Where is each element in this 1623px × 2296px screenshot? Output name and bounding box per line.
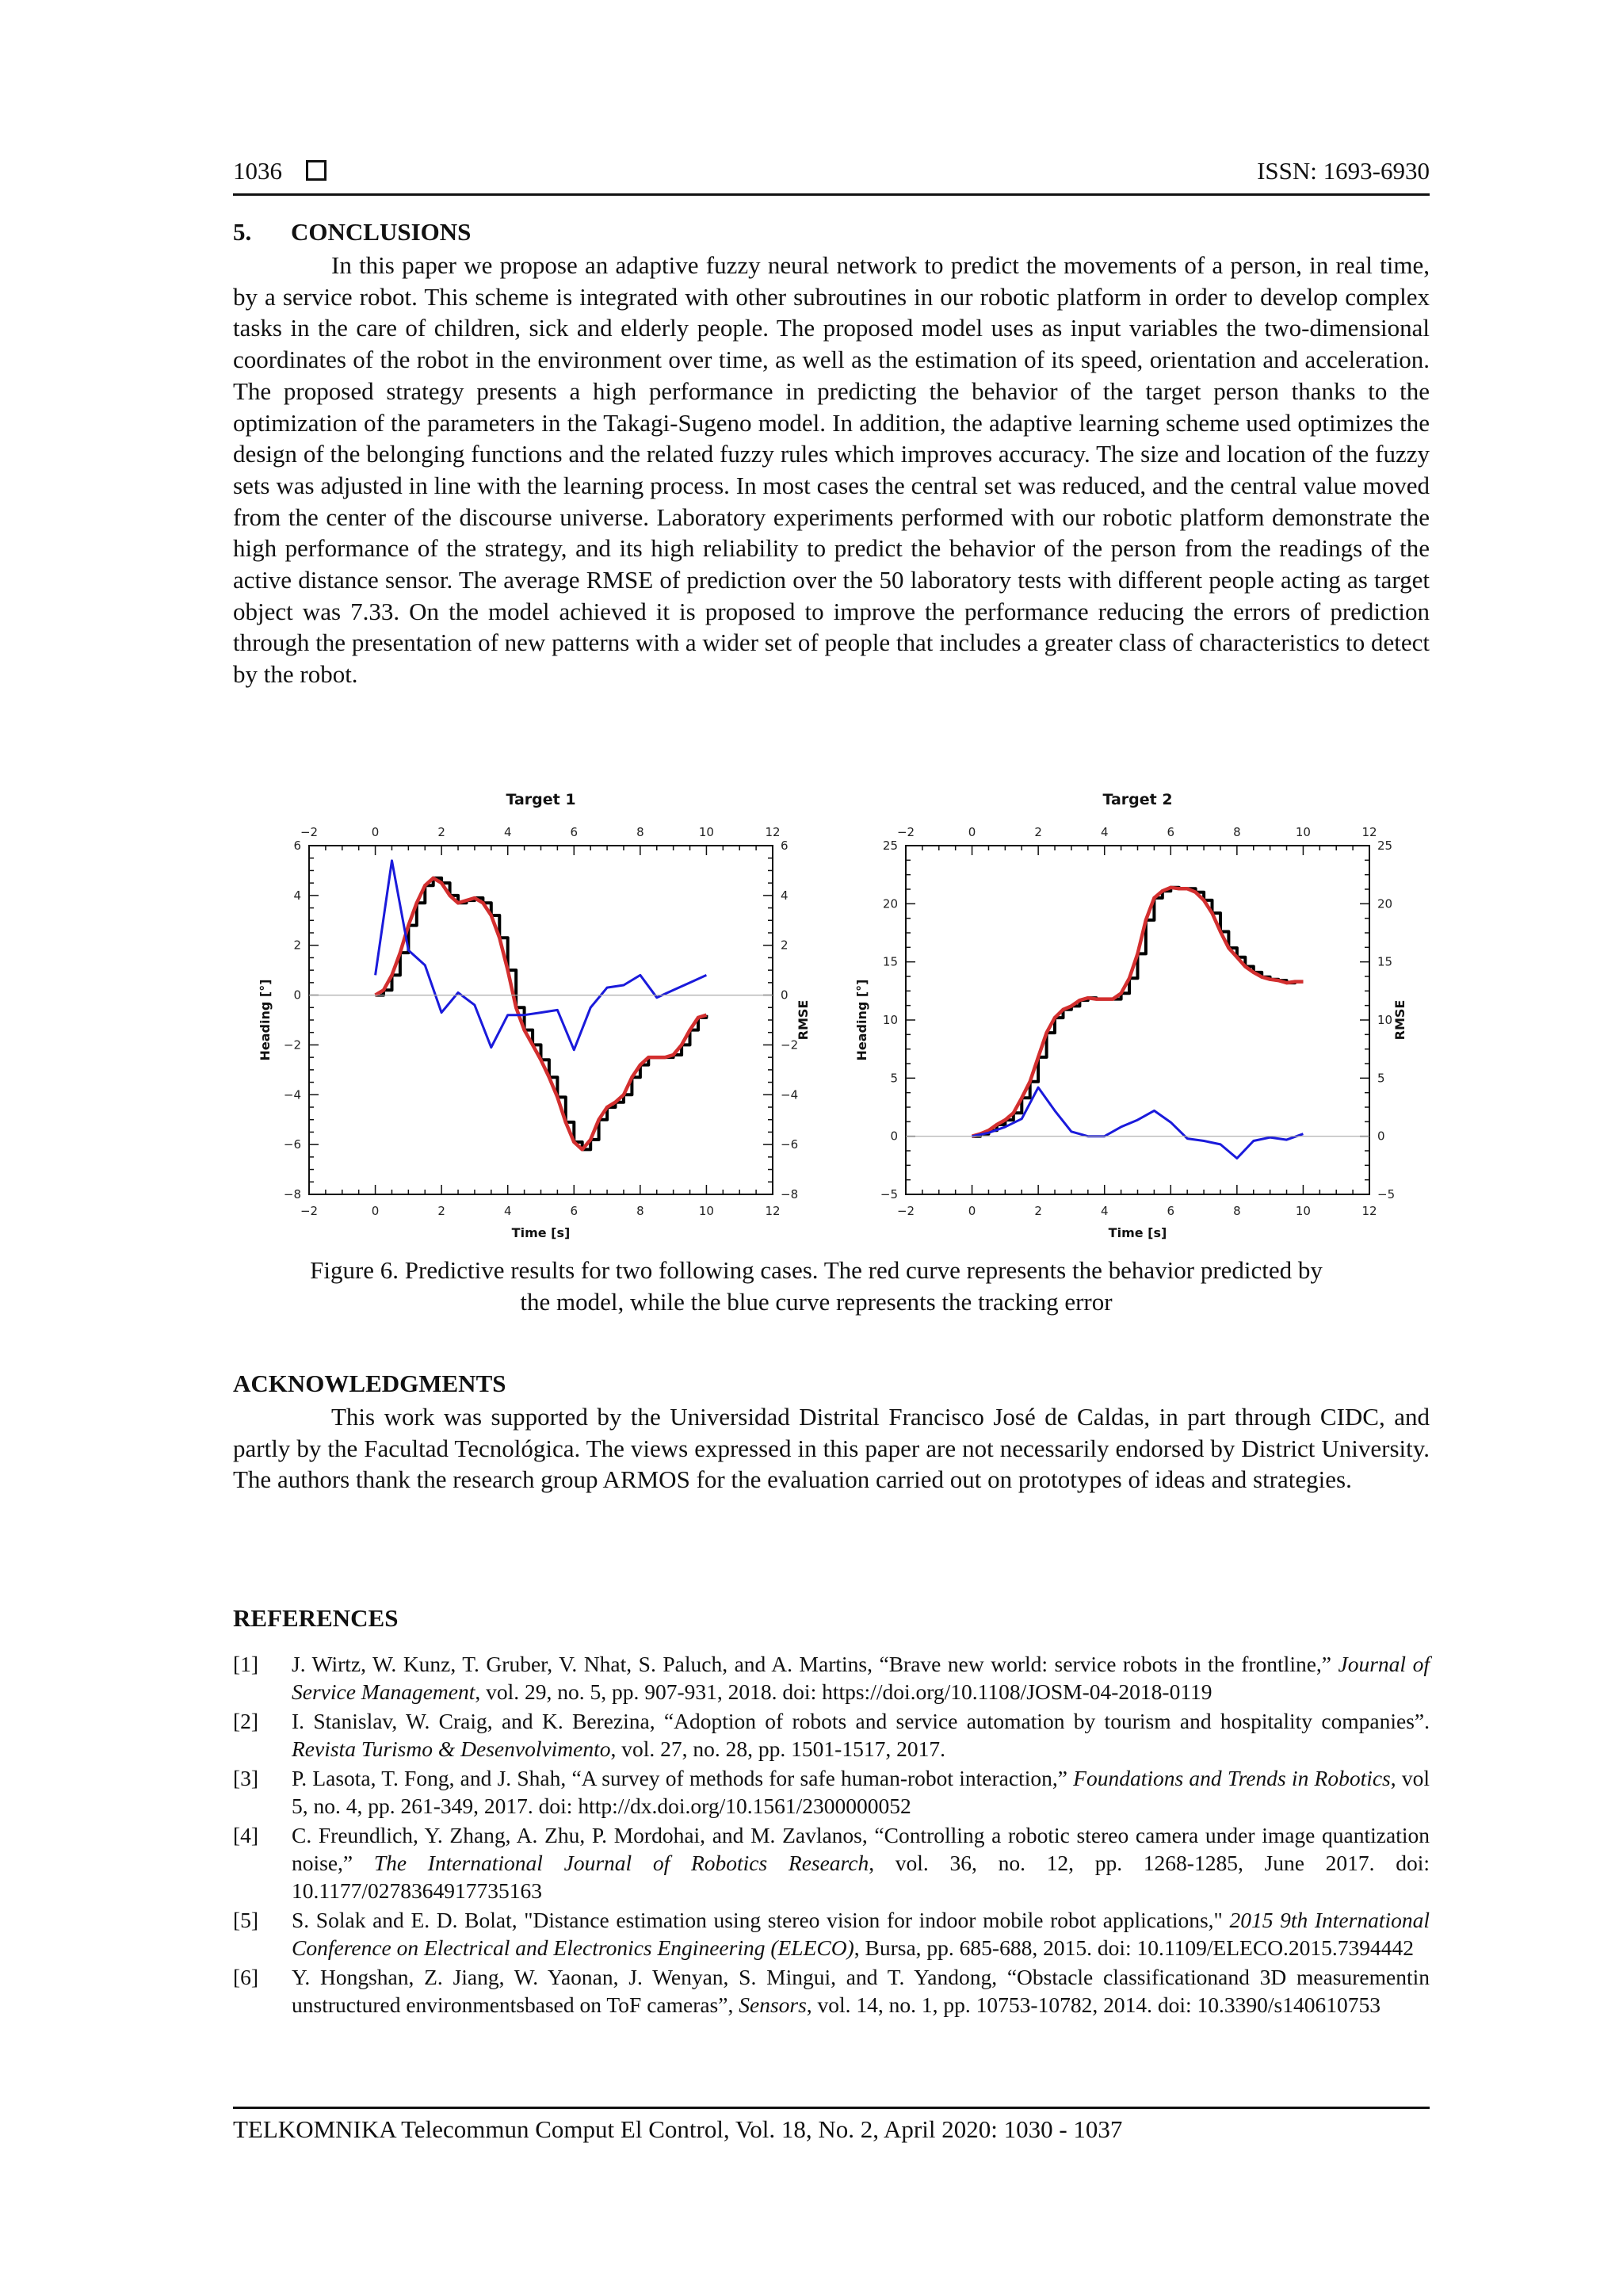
x-tick-label: 6 [570,1204,579,1218]
page-header [233,157,1430,196]
y-tick-label: −5 [880,1187,898,1201]
reference-details: , vol. 29, no. 5, pp. 907-931, 2018. doi: https://doi.org/10.1108/JOSM-04-2018-0119 [475,1679,1212,1704]
reference-text: S. Solak and E. D. Bolat, "Distance estimation using stereo vision for indoor mobile robot applications," [292,1908,1230,1932]
y-tick-label: 20 [1377,896,1393,911]
y-tick-label: 6 [293,839,301,853]
reference-details: , Bursa, pp. 685-688, 2015. doi: 10.1109/ELECO.2015.7394442 [854,1935,1415,1960]
reference-number: [6] [233,1965,259,1989]
reference-item [233,1906,1430,1962]
conclusions-heading [233,218,471,246]
y-tick-label: 10 [1377,1013,1393,1027]
y-tick-label: −4 [283,1087,301,1102]
y-tick-label: 0 [781,988,789,1003]
page-number: 1036 [233,157,282,185]
x-tick-label: 0 [968,825,976,839]
y-tick-label: −8 [781,1187,799,1201]
x-tick-label: 2 [1034,1204,1042,1218]
x-tick-label: 4 [503,1204,512,1218]
x-tick-label: 0 [371,825,380,839]
x-tick-label: 8 [1233,1204,1241,1218]
y-tick-label: 15 [1377,954,1393,969]
reference-details: , vol. 14, no. 1, pp. 10753-10782, 2014. doi: 10.3390/s140610753 [806,1992,1381,2017]
reference-journal: Revista Turismo & Desenvolvimento [292,1736,611,1761]
x-tick-label: 8 [636,825,644,839]
x-tick-label: 2 [1034,825,1042,839]
reference-text: Y. Hongshan, Z. Jiang, W. Yaonan, J. Wenyan, S. Mingui, and T. Yandong, “Obstacle classificationand 3D measurementin unstructured environmentsbased on ToF cameras”, [292,1965,1430,2017]
chart-target-2 [854,791,1407,1240]
x-axis-label: Time [s] [1108,1225,1167,1240]
section-title: CONCLUSIONS [291,218,472,246]
reference-text: I. Stanislav, W. Craig, and K. Berezina, “Adoption of robots and service automation by tourism and hospitality companies”. [292,1709,1430,1733]
x-tick-label: −2 [300,825,319,839]
y-tick-label: −6 [781,1137,799,1152]
x-tick-label: 2 [437,825,445,839]
x-tick-label: 6 [570,825,579,839]
y-tick-label: −5 [1377,1187,1396,1201]
x-tick-label: 4 [503,825,512,839]
chart-title: Target 1 [506,791,576,808]
y-tick-label: 10 [882,1013,898,1027]
reference-item [233,1650,1430,1706]
acknowledgments-text: This work was supported by the Universidad Distrital Francisco José de Caldas, in part through CIDC, and partly by the Facultad Tecnológica. The views expressed in this paper are not necessarily endorsed by District University. The authors thank the research group ARMOS for the evaluation carried out on prototypes of ideas and strategies. [233,1403,1430,1494]
y-tick-label: 25 [882,839,898,853]
y-tick-label: −8 [283,1187,301,1201]
x-axis-label: Time [s] [511,1225,571,1240]
x-tick-label: 4 [1100,825,1109,839]
reference-item [233,1707,1430,1763]
page-footer [233,2107,1430,2144]
reference-text: J. Wirtz, W. Kunz, T. Gruber, V. Nhat, S. Paluch, and A. Martins, “Brave new world: service robots in the frontline,” [292,1652,1338,1676]
y-axis-label-left: Heading [°] [854,979,869,1061]
reference-number: [3] [233,1766,259,1790]
reference-journal: The International Journal of Robotics Research [373,1851,869,1875]
x-tick-label: 8 [636,1204,644,1218]
y-axis-label-left: Heading [°] [258,979,273,1061]
figure-6 [238,773,1407,1240]
issn: ISSN: 1693-6930 [1257,157,1430,185]
x-tick-label: 6 [1167,825,1175,839]
square-icon [306,160,327,181]
reference-details: , vol. 27, no. 28, pp. 1501-1517, 2017. [610,1736,945,1761]
y-tick-label: 4 [781,888,789,903]
y-tick-label: 2 [293,938,301,953]
reference-text: P. Lasota, T. Fong, and J. Shah, “A survey of methods for safe human-robot interaction,” [292,1766,1074,1790]
footer-citation: TELKOMNIKA Telecommun Comput El Control, Vol. 18, No. 2, April 2020: 1030 - 1037 [233,2115,1123,2143]
y-tick-label: 20 [882,896,898,911]
x-tick-label: 12 [1361,1204,1377,1218]
reference-journal: 2015 9th International Conference on Electrical and Electronics Engineering (ELECO) [292,1908,1430,1960]
y-tick-label: 5 [890,1071,898,1086]
reference-text: C. Freundlich, Y. Zhang, A. Zhu, P. Mordohai, and M. Zavlanos, “Controlling a robotic stereo camera under image quantization noise,” [292,1823,1430,1875]
y-tick-label: 15 [882,954,898,969]
reference-number: [2] [233,1709,259,1733]
reference-item [233,1764,1430,1820]
reference-details: , vol. 36, no. 12, pp. 1268-1285, June 2017. doi: 10.1177/0278364917735163 [292,1851,1430,1903]
x-tick-label: 10 [1295,1204,1311,1218]
x-tick-label: 8 [1233,825,1241,839]
x-tick-label: 12 [765,825,781,839]
y-tick-label: 25 [1377,839,1393,853]
y-axis-label-right: RMSE [1392,999,1407,1041]
y-tick-label: 0 [293,988,301,1003]
reference-number: [1] [233,1652,259,1676]
plot-frame [906,846,1369,1194]
x-tick-label: 2 [437,1204,445,1218]
reference-number: [4] [233,1823,259,1847]
x-tick-label: 10 [698,1204,714,1218]
reference-item [233,1821,1430,1904]
x-tick-label: 0 [968,1204,976,1218]
reference-journal: Foundations and Trends in Robotics [1073,1766,1391,1790]
figure-caption [238,1255,1395,1318]
reference-item [233,1963,1430,2019]
reference-journal: Journal of Service Management [292,1652,1430,1704]
caption-line-1: Figure 6. Predictive results for two following cases. The red curve represents the behavior predicted by [310,1256,1323,1284]
series-measured [376,878,707,1150]
conclusions-text: In this paper we propose an adaptive fuzzy neural network to predict the movements of a person, in real time, by a service robot. This scheme is integrated with other subroutines in our robotic platform in order to develop complex tasks in the care of children, sick and elderly people. The proposed model uses as input variables the two-dimensional coordinates of the robot in the environment over time, as well as the estimation of its speed, orientation and acceleration. The proposed strategy presents a high performance in predicting the behavior of the target person thanks to the optimization of the parameters in the Takagi-Sugeno model. In addition, the adaptive learning scheme used optimizes the design of the belonging functions and the related fuzzy rules which improves accuracy. The size and location of the fuzzy sets was adjusted in line with the learning process. In most cases the central set was reduced, and the central value moved from the center of the discourse universe. Laboratory experiments performed with our robotic platform demonstrate the high performance of the strategy, and its high reliability to predict the behavior of the person from the readings of the active distance sensor. The average RMSE of prediction over the 50 laboratory tests with different people acting as target object was 7.33. On the model achieved it is proposed to improve the performance reducing the errors of prediction through the presentation of new patterns with a wider set of people that includes a greater class of characteristics to detect by the robot. [233,251,1430,689]
y-tick-label: 2 [781,938,789,953]
y-axis-label-right: RMSE [796,999,811,1041]
chart-title: Target 2 [1102,791,1173,808]
acknowledgments-heading: ACKNOWLEDGMENTS [233,1370,506,1397]
x-tick-label: 6 [1167,1204,1175,1218]
plot-frame [309,846,773,1194]
y-tick-label: 0 [1377,1129,1385,1144]
x-tick-label: 4 [1100,1204,1109,1218]
x-tick-label: −2 [896,825,915,839]
reference-details: , vol 5, no. 4, pp. 261-349, 2017. doi: http://dx.doi.org/10.1561/2300000052 [292,1766,1430,1818]
x-tick-label: 12 [1361,825,1377,839]
x-tick-label: 10 [1295,825,1311,839]
caption-line-2: the model, while the blue curve represents the tracking error [520,1288,1113,1316]
x-tick-label: −2 [300,1204,319,1218]
y-tick-label: 0 [890,1129,898,1144]
y-tick-label: −6 [283,1137,301,1152]
chart-target-1 [258,791,811,1240]
x-tick-label: 12 [765,1204,781,1218]
references-list [233,1650,1430,2020]
y-tick-label: 6 [781,839,789,853]
x-tick-label: 0 [371,1204,380,1218]
section-number: 5. [233,218,252,246]
x-tick-label: 10 [698,825,714,839]
series-predicted [972,888,1304,1137]
series-predicted [376,878,707,1150]
y-tick-label: 5 [1377,1071,1385,1086]
reference-number: [5] [233,1908,259,1932]
y-tick-label: −2 [781,1037,799,1052]
references-heading: REFERENCES [233,1604,399,1632]
figure-charts [238,773,1407,1240]
x-tick-label: −2 [896,1204,915,1218]
y-tick-label: −4 [781,1087,799,1102]
y-tick-label: −2 [283,1037,301,1052]
y-tick-label: 4 [293,888,301,903]
reference-journal: Sensors [739,1992,807,2017]
